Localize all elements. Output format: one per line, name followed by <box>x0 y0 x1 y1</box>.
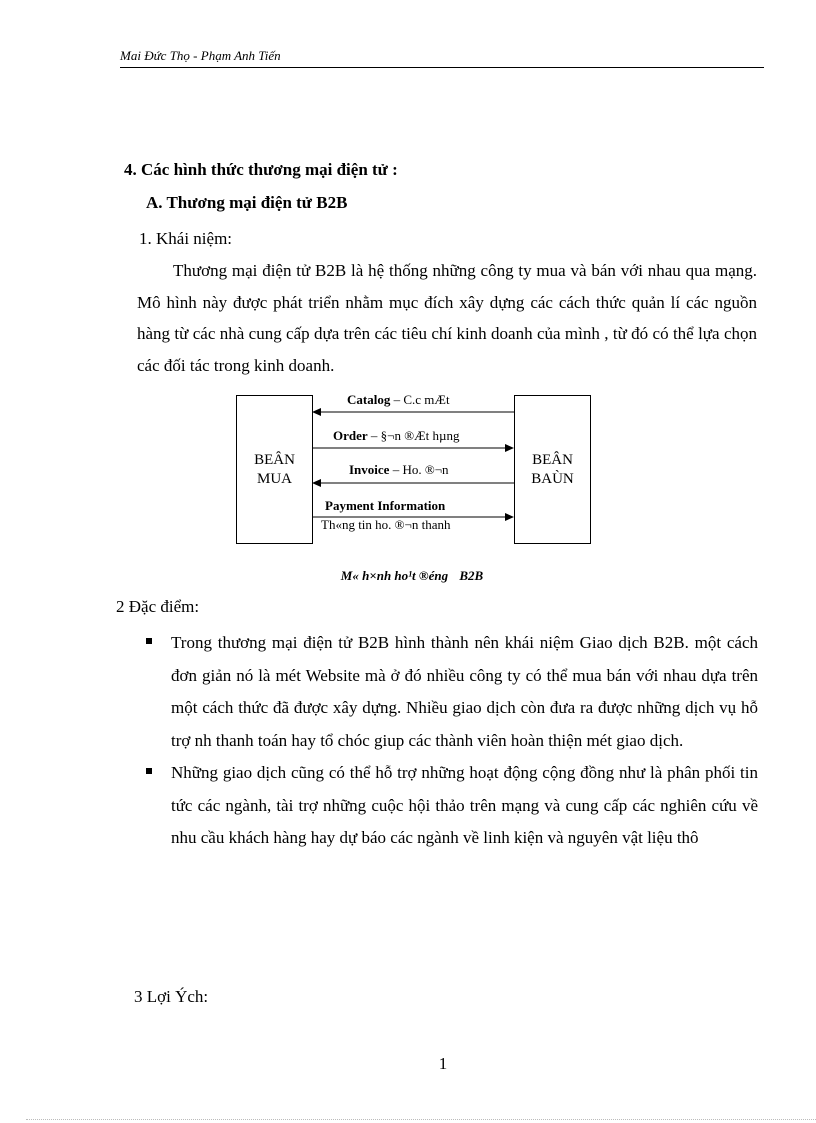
seller-box <box>514 395 591 544</box>
concept-heading: 1. Khái niệm: <box>139 229 233 248</box>
page-number: 1 <box>438 1054 448 1073</box>
concept-paragraph: Thương mại điện tử B2B là hệ thống những công ty mua và bán với nhau qua mạng. Mô hình này được phát triển nhằm mục đích xây dựng các cách thức quản lí các nguồn hàng từ các nhà cung cấp dựa trên các tiêu chí kinh doanh của mình , từ đó có thể lựa chọn các đối tác trong kinh doanh. <box>137 261 757 375</box>
page-bottom-divider <box>26 1119 816 1120</box>
order-label-bold: Order <box>333 428 368 443</box>
features-list <box>146 627 758 855</box>
bullet-text: Những giao dịch cũng có thể hỗ trợ những hoạt động cộng đồng như là phân phối tin tức các ngành, tài trợ những cuộc hội thảo trên mạng và cung cấp các nghiên cứu về nhu cầu khách hàng hay dự báo các ngành về linh kiện và nguyên vật liệu thô <box>171 763 758 847</box>
payment-label-bold: Payment Information <box>325 498 446 513</box>
catalog-label-rest: – C.c mÆt <box>393 392 450 407</box>
square-bullet-icon <box>146 768 152 774</box>
section-subtitle: A. Thương mại điện tử B2B <box>146 193 348 212</box>
seller-label-line1: BEÂN <box>532 451 573 468</box>
arrow-left-icon <box>312 407 514 417</box>
b2b-diagram <box>232 390 594 548</box>
order-label <box>333 428 460 444</box>
diagram-caption-main: M« h×nh ho¹t ®éng <box>340 568 449 583</box>
invoice-label-bold: Invoice <box>349 462 390 477</box>
buyer-label-line2: MUA <box>256 470 292 487</box>
diagram-caption <box>0 568 816 584</box>
buyer-label-line1: BEÂN <box>254 451 295 468</box>
invoice-label <box>349 462 449 478</box>
benefits-heading: 3 Lợi Ých: <box>134 987 209 1006</box>
arrow-left-icon <box>312 478 514 488</box>
section-title: 4. Các hình thức thương mại điện tử : <box>124 160 398 179</box>
square-bullet-icon <box>146 638 152 644</box>
catalog-label <box>347 392 450 408</box>
page-header-authors: Mai Đức Thọ - Phạm Anh Tiến <box>120 48 764 68</box>
list-item <box>146 757 758 855</box>
features-heading: 2 Đặc điểm: <box>116 597 200 616</box>
payment-sublabel: Th«ng tin ho. ®¬n thanh <box>321 517 451 532</box>
buyer-box <box>236 395 313 544</box>
invoice-label-rest: – Ho. ®¬n <box>392 462 449 477</box>
order-label-rest: – §¬n ®Æt hµng <box>370 428 460 443</box>
bullet-text: Trong thương mại điện tử B2B hình thành nên khái niệm Giao dịch B2B. một cách đơn giản nó là mét Website mà ở đó nhiều công ty có thể mua bán với nhau dựa trên một cách thức đã được xây dựng. Nhiều giao dịch còn đưa ra được những dịch vụ hỗ trợ nh thanh toán hay tổ chóc giup các thành viên hoàn thiện mét giao dịch. <box>171 633 758 750</box>
diagram-caption-b2b: B2B <box>459 568 484 583</box>
list-item <box>146 627 758 757</box>
seller-label-line2: BAÙN <box>531 470 574 487</box>
catalog-label-bold: Catalog <box>347 392 391 407</box>
arrow-right-icon <box>312 443 514 453</box>
